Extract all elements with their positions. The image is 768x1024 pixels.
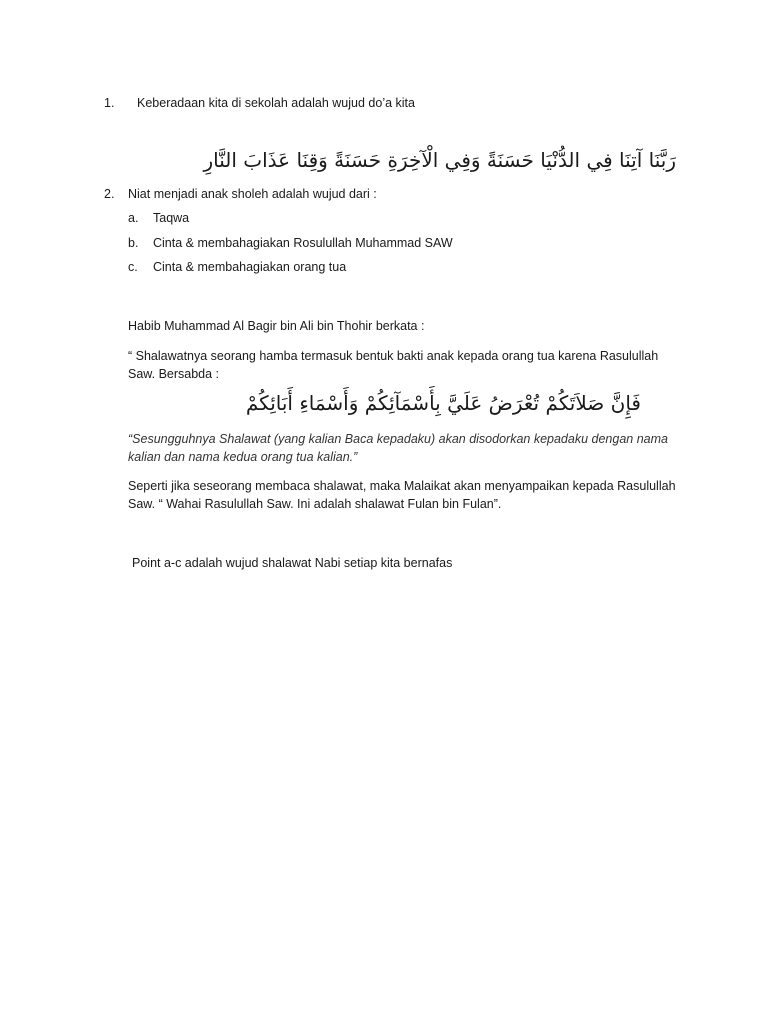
- closing-statement: Point a-c adalah wujud shalawat Nabi setiap kita bernafas: [132, 556, 453, 570]
- sub-item-text-c: Cinta & membahagiakan orang tua: [153, 260, 347, 274]
- translation-paragraph: “Sesungguhnya Shalawat (yang kalian Baca kepadaku) akan disodorkan kepadaku dengan nama kalian dan nama kedua orang tua kalian.”: [128, 432, 668, 464]
- list-item-1-text: Keberadaan kita di sekolah adalah wujud do’a kita: [137, 96, 415, 110]
- quote-intro-paragraph: “ Shalawatnya seorang hamba termasuk bentuk bakti anak kepada orang tua karena Rasulullah Saw. Bersabda :: [128, 349, 659, 381]
- arabic-verse: رَبَّنَا آتِنَا فِي الدُّنْيَا حَسَنَةً وَفِي الْآخِرَةِ حَسَنَةً وَقِنَا عَذَابَ النَّارِ: [203, 148, 676, 172]
- explanation-paragraph: Seperti jika seseorang membaca shalawat, maka Malaikat akan menyampaikan kepada Rasulullah Saw. “ Wahai Rasulullah Saw. Ini adalah shalawat Fulan bin Fulan”.: [128, 479, 676, 511]
- arabic-hadith: فَإِنَّ صَلاَتَكُمْ تُعْرَضُ عَلَيَّ بِأَسْمَآئِكُمْ وَأَسْمَاءِ أَبَائِكُمْ: [245, 391, 641, 415]
- sub-item-letter-a: a.: [128, 211, 139, 225]
- sub-item-text-a: Taqwa: [153, 211, 190, 225]
- list-number-2: 2.: [104, 187, 115, 201]
- list-number-1: 1.: [104, 96, 115, 110]
- sub-item-text-b: Cinta & membahagiakan Rosulullah Muhammad SAW: [153, 236, 453, 250]
- sub-item-letter-c: c.: [128, 260, 138, 274]
- habib-statement: Habib Muhammad Al Bagir bin Ali bin Thohir berkata :: [128, 319, 425, 333]
- list-item-2-text: Niat menjadi anak sholeh adalah wujud dari :: [128, 187, 377, 201]
- sub-item-letter-b: b.: [128, 236, 139, 250]
